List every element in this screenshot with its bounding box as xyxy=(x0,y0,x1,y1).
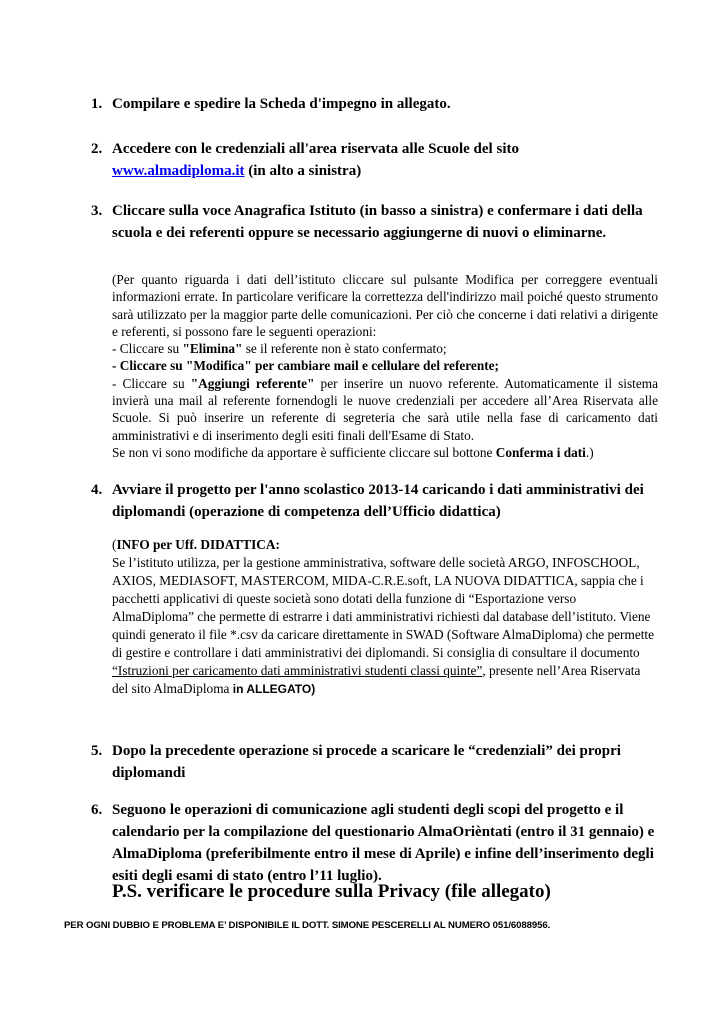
step-text: Seguono le operazioni di comunicazione agli studenti degli scopi del progetto e il calendario per la compilazione del questionario AlmaOrièntati (entro il 31 gennaio) e AlmaDiploma (preferibilmente entro il mese di Aprile) e infine dell’inserimento degli esiti degli esami di stato (entro l’11 luglio). xyxy=(112,802,655,884)
step-text: Compilare e spedire la Scheda d'impegno in allegato. xyxy=(112,96,451,112)
step-number: 6. xyxy=(91,802,103,818)
document-link[interactable]: “Istruzioni per caricamento dati amministrativi studenti classi quinte” xyxy=(112,663,483,678)
privacy-note: P.S. verificare le procedure sulla Privacy (file allegato) xyxy=(112,881,551,902)
instructions-intro: (Per quanto riguarda i dati dell’istituto cliccare sul pulsante Modifica per correggere eventuali informazioni errate. In particolare verificare la correttezza dell'indirizzo mail poiché questo strumento sarà utilizzato per la maggior parte delle comunicazioni. Per ciò che concerne i dati relativi a dirigente e referenti, si possono fare le seguenti operazioni: xyxy=(112,272,658,339)
instruction-modifica: - Cliccare su "Modifica" per cambiare mail e cellulare del referente; xyxy=(112,358,499,374)
instruction-conferma: Se non vi sono modifiche da apportare è sufficiente cliccare sul bottone Conferma i dati.) xyxy=(112,444,594,460)
info-didattica xyxy=(112,536,658,698)
step-text: Dopo la precedente operazione si procede a scaricare le “credenziali” dei propri diplomandi xyxy=(112,743,621,781)
instruction-aggiungi: - Cliccare su "Aggiungi referente" per inserire un nuovo referente. Automaticamente il sistema invierà una mail al referente fornendogli le nuove credenziali per accedere all’Area Riservata alle Scuole. Si può inserire un referente di segreteria che sarà utile nella fase di caricamento dati amministrativi e di inserimento degli esiti finali dell'Esame di Stato. xyxy=(112,375,658,443)
step-text-part: Accedere con le credenziali all'area riservata alle Scuole del sito xyxy=(112,141,519,157)
info-heading: (INFO per Uff. DIDATTICA: xyxy=(112,537,280,552)
step-number: 5. xyxy=(91,743,103,759)
step-number: 2. xyxy=(91,141,103,157)
contact-footer: PER OGNI DUBBIO E PROBLEMA E’ DISPONIBILE IL DOTT. SIMONE PESCERELLI AL NUMERO 051/6088956. xyxy=(64,920,551,931)
step-number: 3. xyxy=(91,203,103,219)
step-text-part: (in alto a sinistra) xyxy=(244,163,362,179)
info-body: Se l’istituto utilizza, per la gestione amministrativa, software delle società ARGO, INFOSCHOOL, AXIOS, MEDIASOFT, MASTERCOM, MIDA-C.R.E.soft, LA NUOVA DIDATTICA, sappia che i pacchetti applicativi di queste società sono dotati della funzione di “Esportazione verso AlmaDiploma” che permette di estrarre i dati amministrativi richiesti dal database dell’istituto. Viene quindi generato il file *.csv da caricare direttamente in SWAD (Software AlmaDiploma) che permette di gestire e controllare i dati amministrativi dei diplomandi. Si consiglia di consultare il documento “Istruzioni per caricamento dati amministrativi studenti classi quinte”, presente nell’Area Riservata del sito AlmaDiploma in ALLEGATO) xyxy=(112,555,655,696)
step-text: Cliccare sulla voce Anagrafica Istituto (in basso a sinistra) e confermare i dati della scuola e dei referenti oppure se necessario aggiungerne di nuovi o eliminarne. xyxy=(112,203,643,241)
step-text xyxy=(112,138,657,182)
step-text: Avviare il progetto per l'anno scolastico 2013-14 caricando i dati amministrativi dei diplomandi (operazione di competenza dell’Ufficio didattica) xyxy=(112,482,644,520)
instruction-elimina: - Cliccare su "Elimina" se il referente non è stato confermato; xyxy=(112,341,447,357)
anagrafica-instructions xyxy=(112,271,658,461)
almadiploma-link[interactable]: www.almadiploma.it xyxy=(112,163,245,179)
step-number: 4. xyxy=(91,482,103,498)
step-number: 1. xyxy=(91,96,103,112)
